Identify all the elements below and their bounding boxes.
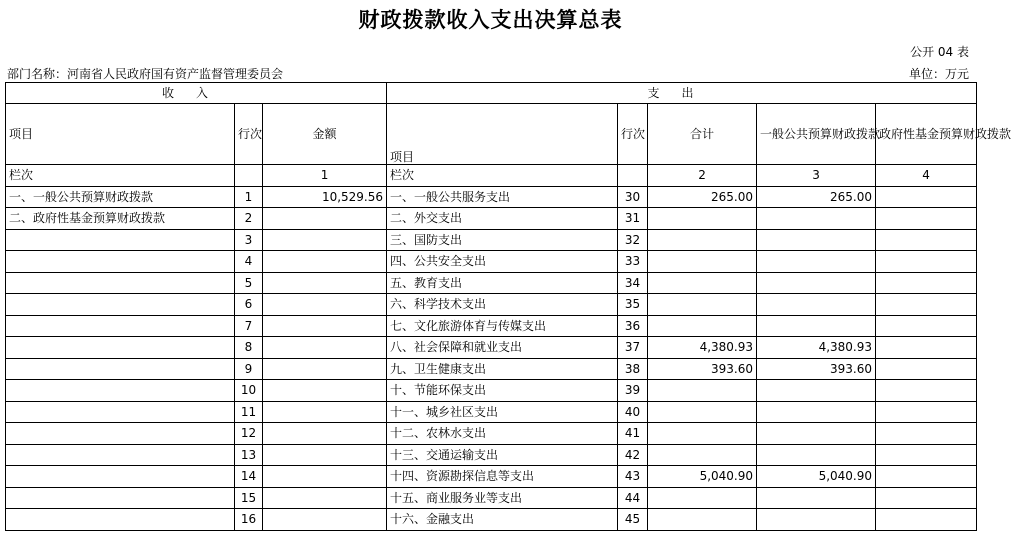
expenditure-item-cell: 十一、城乡社区支出 xyxy=(387,401,618,423)
income-line-no-cell: 1 xyxy=(235,186,263,208)
income-line-no-cell: 4 xyxy=(235,251,263,273)
income-amount-cell xyxy=(263,208,387,230)
gov-fund-cell xyxy=(876,380,977,402)
table-row xyxy=(6,487,977,509)
expenditure-line-no-cell: 36 xyxy=(618,315,648,337)
income-line-no-cell: 2 xyxy=(235,208,263,230)
general-budget-cell xyxy=(757,423,876,445)
table-row xyxy=(6,423,977,445)
income-line-no-cell: 12 xyxy=(235,423,263,445)
column-number-4: 4 xyxy=(876,165,977,187)
income-item-cell xyxy=(6,272,235,294)
gov-fund-cell xyxy=(876,229,977,251)
income-item-cell xyxy=(6,401,235,423)
expenditure-line-no-header: 行次 xyxy=(618,104,648,165)
general-budget-cell xyxy=(757,229,876,251)
income-amount-cell xyxy=(263,509,387,531)
general-budget-cell xyxy=(757,315,876,337)
income-amount-cell: 10,529.56 xyxy=(263,186,387,208)
income-item-cell: 一、一般公共预算财政拨款 xyxy=(6,186,235,208)
budget-table xyxy=(5,82,1011,531)
expenditure-item-header: 项目 xyxy=(387,104,618,165)
income-amount-cell xyxy=(263,294,387,316)
expenditure-line-no-cell: 44 xyxy=(618,487,648,509)
income-item-cell xyxy=(6,509,235,531)
gov-fund-cell xyxy=(876,509,977,531)
income-item-cell xyxy=(6,294,235,316)
expenditure-item-cell: 五、教育支出 xyxy=(387,272,618,294)
total-cell xyxy=(648,315,757,337)
table-row xyxy=(6,229,977,251)
column-header-row xyxy=(6,104,977,165)
gov-fund-cell xyxy=(876,186,977,208)
total-cell xyxy=(648,208,757,230)
income-item-cell: 二、政府性基金预算财政拨款 xyxy=(6,208,235,230)
table-row xyxy=(6,444,977,466)
expenditure-line-no-cell: 43 xyxy=(618,466,648,488)
total-cell xyxy=(648,423,757,445)
income-item-cell xyxy=(6,466,235,488)
column-label: 栏次 xyxy=(6,165,235,187)
gov-fund-cell xyxy=(876,337,977,359)
income-line-no-cell: 8 xyxy=(235,337,263,359)
expenditure-item-cell: 四、公共安全支出 xyxy=(387,251,618,273)
expenditure-item-cell: 六、科学技术支出 xyxy=(387,294,618,316)
income-line-no-cell: 16 xyxy=(235,509,263,531)
gov-fund-cell xyxy=(876,401,977,423)
total-cell xyxy=(648,272,757,294)
column-label-expenditure: 栏次 xyxy=(387,165,618,187)
general-budget-cell xyxy=(757,444,876,466)
general-budget-cell xyxy=(757,380,876,402)
expenditure-item-cell: 十四、资源勘探信息等支出 xyxy=(387,466,618,488)
income-amount-cell xyxy=(263,315,387,337)
expenditure-item-cell: 二、外交支出 xyxy=(387,208,618,230)
expenditure-line-no-cell: 30 xyxy=(618,186,648,208)
expenditure-line-no-cell: 33 xyxy=(618,251,648,273)
expenditure-item-cell: 十、节能环保支出 xyxy=(387,380,618,402)
general-budget-header: 一般公共预算财政拨款 xyxy=(757,104,876,165)
income-section-header: 收入 xyxy=(6,83,387,104)
table-row xyxy=(6,401,977,423)
income-amount-cell xyxy=(263,337,387,359)
expenditure-item-cell: 八、社会保障和就业支出 xyxy=(387,337,618,359)
income-line-no-cell: 11 xyxy=(235,401,263,423)
income-amount-cell xyxy=(263,487,387,509)
table-row xyxy=(6,380,977,402)
column-number-2: 2 xyxy=(648,165,757,187)
general-budget-cell xyxy=(757,208,876,230)
general-budget-cell: 4,380.93 xyxy=(757,337,876,359)
total-cell xyxy=(648,380,757,402)
general-budget-cell xyxy=(757,272,876,294)
income-line-no-cell: 3 xyxy=(235,229,263,251)
column-number-blank-2 xyxy=(618,165,648,187)
income-amount-cell xyxy=(263,272,387,294)
general-budget-cell: 265.00 xyxy=(757,186,876,208)
expenditure-item-cell: 十五、商业服务业等支出 xyxy=(387,487,618,509)
unit-label: 单位：万元 xyxy=(908,67,969,81)
income-line-no-cell: 14 xyxy=(235,466,263,488)
income-line-no-cell: 5 xyxy=(235,272,263,294)
income-amount-cell xyxy=(263,251,387,273)
total-cell: 265.00 xyxy=(648,186,757,208)
income-amount-cell xyxy=(263,466,387,488)
expenditure-item-cell: 三、国防支出 xyxy=(387,229,618,251)
income-item-cell xyxy=(6,487,235,509)
income-amount-cell xyxy=(263,401,387,423)
general-budget-cell xyxy=(757,251,876,273)
expenditure-line-no-cell: 39 xyxy=(618,380,648,402)
table-row xyxy=(6,208,977,230)
income-amount-cell xyxy=(263,423,387,445)
section-header-row xyxy=(6,83,977,104)
table-row xyxy=(6,251,977,273)
total-cell xyxy=(648,509,757,531)
general-budget-cell: 5,040.90 xyxy=(757,466,876,488)
total-cell: 4,380.93 xyxy=(648,337,757,359)
income-item-cell xyxy=(6,423,235,445)
income-line-no-cell: 10 xyxy=(235,380,263,402)
expenditure-item-cell: 十六、金融支出 xyxy=(387,509,618,531)
expenditure-line-no-cell: 32 xyxy=(618,229,648,251)
expenditure-line-no-cell: 41 xyxy=(618,423,648,445)
expenditure-line-no-cell: 40 xyxy=(618,401,648,423)
form-number: 公开 04 表 xyxy=(910,45,969,59)
expenditure-line-no-cell: 31 xyxy=(618,208,648,230)
general-budget-cell xyxy=(757,509,876,531)
table-row xyxy=(6,315,977,337)
expenditure-item-cell: 一、一般公共服务支出 xyxy=(387,186,618,208)
expenditure-line-no-cell: 42 xyxy=(618,444,648,466)
department-name: 部门名称：河南省人民政府国有资产监督管理委员会 xyxy=(7,67,284,81)
income-item-cell xyxy=(6,315,235,337)
income-item-cell xyxy=(6,444,235,466)
income-line-no-cell: 6 xyxy=(235,294,263,316)
gov-fund-cell xyxy=(876,444,977,466)
income-item-cell xyxy=(6,337,235,359)
income-line-no-header: 行次 xyxy=(235,104,263,165)
gov-fund-cell xyxy=(876,466,977,488)
income-item-cell xyxy=(6,380,235,402)
general-budget-cell xyxy=(757,487,876,509)
expenditure-line-no-cell: 37 xyxy=(618,337,648,359)
total-cell xyxy=(648,251,757,273)
column-number-1: 1 xyxy=(263,165,387,187)
total-cell xyxy=(648,229,757,251)
table-row xyxy=(6,337,977,359)
expenditure-item-cell: 十二、农林水支出 xyxy=(387,423,618,445)
total-cell xyxy=(648,444,757,466)
gov-fund-cell xyxy=(876,358,977,380)
gov-fund-header: 政府性基金预算财政拨款 xyxy=(876,104,977,165)
table-row xyxy=(6,294,977,316)
income-item-cell xyxy=(6,229,235,251)
general-budget-cell xyxy=(757,401,876,423)
expenditure-line-no-cell: 45 xyxy=(618,509,648,531)
income-amount-header: 金额 xyxy=(263,104,387,165)
income-line-no-cell: 15 xyxy=(235,487,263,509)
column-number-3: 3 xyxy=(757,165,876,187)
income-line-no-cell: 13 xyxy=(235,444,263,466)
report-title: 财政拨款收入支出决算总表 xyxy=(358,7,623,32)
expenditure-item-cell: 七、文化旅游体育与传媒支出 xyxy=(387,315,618,337)
general-budget-cell xyxy=(757,294,876,316)
total-cell: 393.60 xyxy=(648,358,757,380)
gov-fund-cell xyxy=(876,272,977,294)
gov-fund-cell xyxy=(876,208,977,230)
table-row xyxy=(6,358,977,380)
column-number-blank xyxy=(235,165,263,187)
expenditure-line-no-cell: 38 xyxy=(618,358,648,380)
table-row xyxy=(6,466,977,488)
total-header: 合计 xyxy=(648,104,757,165)
gov-fund-cell xyxy=(876,423,977,445)
total-cell: 5,040.90 xyxy=(648,466,757,488)
income-item-cell xyxy=(6,358,235,380)
income-item-cell xyxy=(6,251,235,273)
gov-fund-cell xyxy=(876,251,977,273)
income-item-header: 项目 xyxy=(6,104,235,165)
expenditure-section-header: 支出 xyxy=(387,83,977,104)
expenditure-line-no-cell: 35 xyxy=(618,294,648,316)
income-line-no-cell: 7 xyxy=(235,315,263,337)
income-amount-cell xyxy=(263,358,387,380)
total-cell xyxy=(648,401,757,423)
expenditure-item-cell: 九、卫生健康支出 xyxy=(387,358,618,380)
table-row xyxy=(6,186,977,208)
income-amount-cell xyxy=(263,229,387,251)
expenditure-item-cell: 十三、交通运输支出 xyxy=(387,444,618,466)
gov-fund-cell xyxy=(876,294,977,316)
gov-fund-cell xyxy=(876,487,977,509)
expenditure-line-no-cell: 34 xyxy=(618,272,648,294)
gov-fund-cell xyxy=(876,315,977,337)
income-line-no-cell: 9 xyxy=(235,358,263,380)
income-amount-cell xyxy=(263,380,387,402)
total-cell xyxy=(648,487,757,509)
total-cell xyxy=(648,294,757,316)
income-amount-cell xyxy=(263,444,387,466)
table-row xyxy=(6,509,977,531)
table-row xyxy=(6,272,977,294)
general-budget-cell: 393.60 xyxy=(757,358,876,380)
column-number-row xyxy=(6,165,977,187)
